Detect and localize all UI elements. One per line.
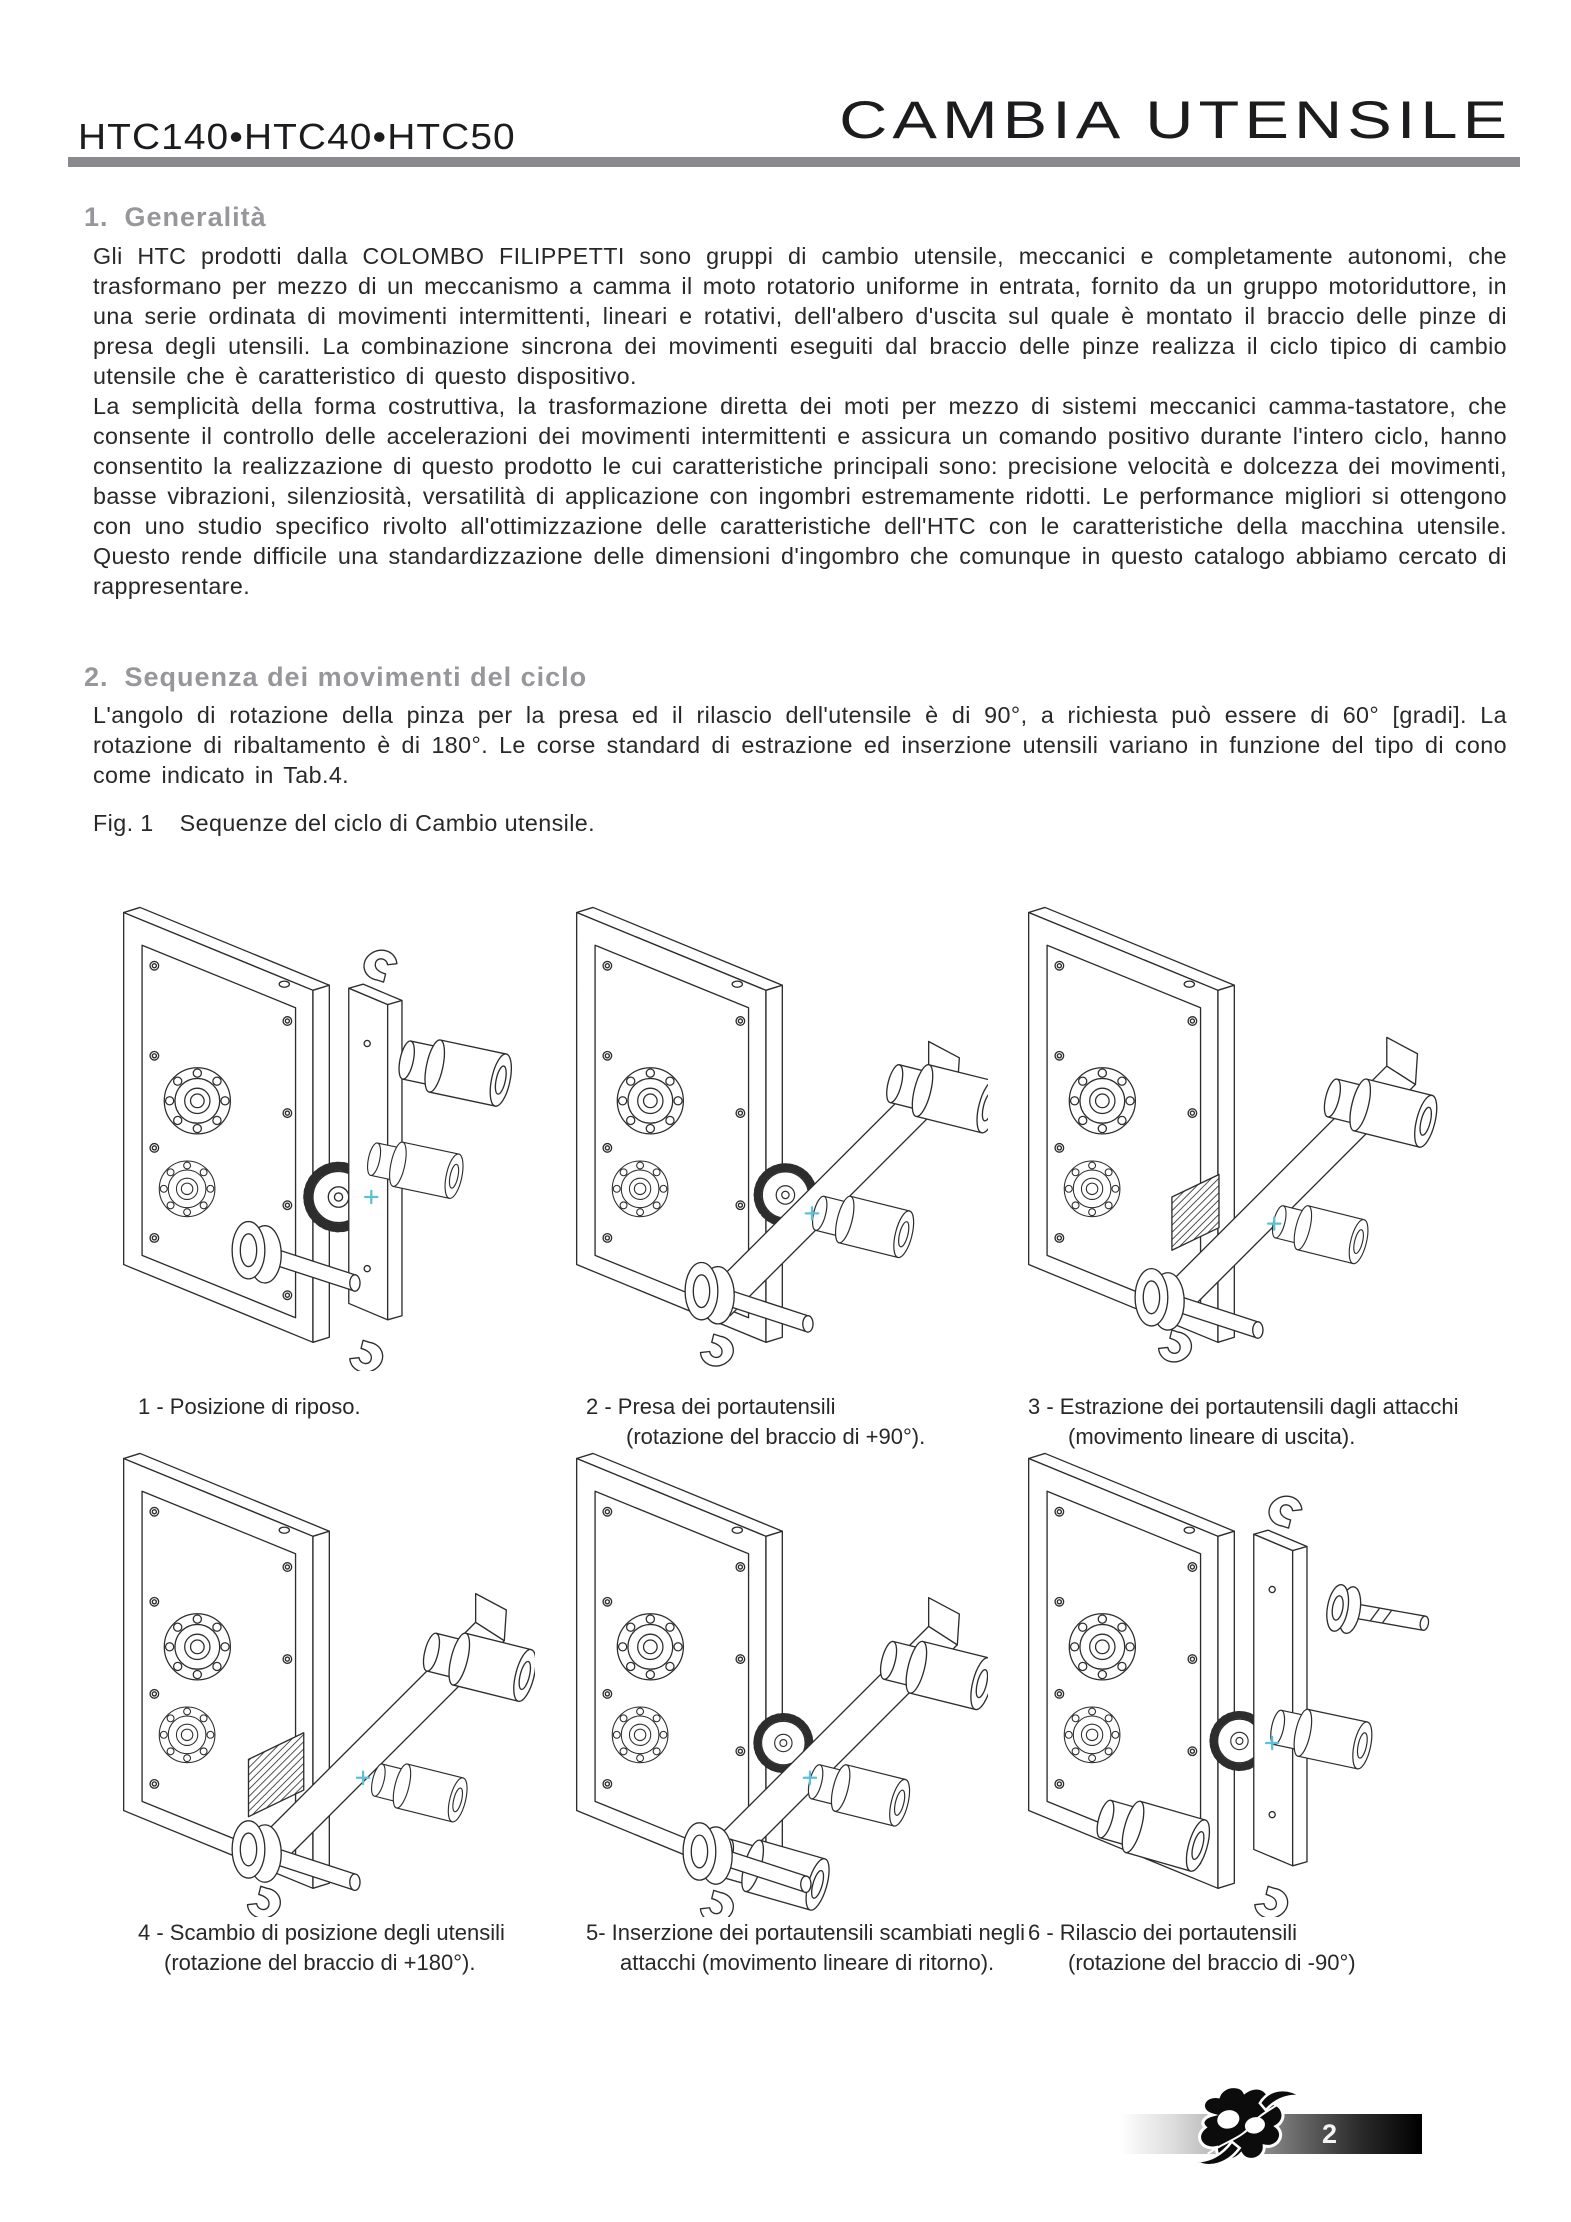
- paragraph: L'angolo di rotazione della pinza per la presa ed il rilascio dell'utensile è di 90°, a richiesta può essere di 60° [gradi]. La rotazione di ribaltamento è di 180°. Le corse standard di estrazione ed inserzione utensili variano in funzione del tipo di cono come indicato in Tab.4.: [93, 702, 1507, 788]
- page-title: CAMBIA UTENSILE: [838, 91, 1512, 150]
- section-2-body: [93, 700, 1507, 790]
- section-2-heading: [84, 662, 587, 693]
- section-2-title: Sequenza dei movimenti del ciclo: [124, 662, 588, 692]
- model-codes: HTC140•HTC40•HTC50: [78, 116, 516, 157]
- tool-changer-step-2-diagram: [548, 890, 988, 1371]
- figure-1-caption: [93, 810, 595, 837]
- step-6-caption: [1028, 1918, 1356, 1978]
- tool-changer-step-5-diagram: [548, 1436, 988, 1917]
- header-rule: [68, 157, 1520, 167]
- step-caption-line: (rotazione del braccio di +180°).: [164, 1950, 476, 1975]
- section-2-number: 2.: [84, 662, 109, 692]
- step-caption-line: (rotazione del braccio di -90°): [1068, 1950, 1356, 1975]
- tool-changer-step-3-diagram: [1000, 890, 1440, 1371]
- section-1-number: 1.: [84, 202, 109, 232]
- step-caption-line: 3 - Estrazione dei portautensili dagli attacchi: [1028, 1394, 1459, 1419]
- step-caption-line: (movimento lineare di uscita).: [1068, 1424, 1356, 1449]
- section-1-heading: [84, 202, 267, 233]
- step-caption-line: 4 - Scambio di posizione degli utensili: [138, 1920, 505, 1945]
- colombo-filippetti-knot-logo-icon: [1183, 2080, 1315, 2182]
- tool-changer-step-4-diagram: [95, 1436, 535, 1917]
- step-4-caption: [138, 1918, 505, 1978]
- section-1-title: Generalità: [124, 202, 267, 232]
- paragraph: Gli HTC prodotti dalla COLOMBO FILIPPETTI sono gruppi di cambio utensile, meccanici e completamente autonomi, che trasformano per mezzo di un meccanismo a camma il moto rotatorio uniforme in entrata, fornito da un gruppo motoriduttore, in una serie ordinata di movimenti intermittenti, lineari e rotativi, dell'albero d'uscita sul quale è montato il braccio delle pinze di presa degli utensili. La combinazione sincrona dei movimenti eseguiti dal braccio delle pinze realizza il ciclo tipico di cambio utensile che è caratteristico di questo dispositivo.: [93, 243, 1507, 389]
- step-caption-line: 5- Inserzione dei portautensili scambiati negli: [586, 1920, 1026, 1945]
- step-caption-line: attacchi (movimento lineare di ritorno).: [620, 1950, 995, 1975]
- tool-changer-step-1-diagram: [95, 890, 535, 1371]
- page-number: 2: [1322, 2119, 1338, 2149]
- step-caption-line: 1 - Posizione di riposo.: [138, 1394, 361, 1419]
- step-1-caption: [138, 1392, 361, 1422]
- paragraph: La semplicità della forma costruttiva, la trasformazione diretta dei moti per mezzo di sistemi meccanici camma-tastatore, che consente il controllo delle accelerazioni dei movimenti intermittenti e assicura un comando positivo durante l'intero ciclo, hanno consentito la realizzazione di questo prodotto le cui caratteristiche principali sono: precisione velocità e dolcezza dei movimenti, basse vibrazioni, silenziosità, versatilità di applicazione con ingombri estremamente ridotti. Le performance migliori si ottengono con uno studio specifico rivolto all'ottimizzazione delle caratteristiche dell'HTC con le caratteristiche della macchina utensile. Questo rende difficile una standardizzazione delle dimensioni d'ingombro che comunque in questo catalogo abbiamo cercato di rappresentare.: [93, 393, 1507, 599]
- step-caption-line: 2 - Presa dei portautensili: [586, 1394, 836, 1419]
- figure-label: Fig. 1: [93, 810, 154, 836]
- figure-caption-text: Sequenze del ciclo di Cambio utensile.: [179, 810, 596, 836]
- step-caption-line: (rotazione del braccio di +90°).: [626, 1424, 926, 1449]
- step-5-caption: [586, 1918, 1025, 1978]
- step-caption-line: 6 - Rilascio dei portautensili: [1028, 1920, 1298, 1945]
- section-1-body: [93, 241, 1507, 601]
- tool-changer-step-6-diagram: [1000, 1436, 1440, 1917]
